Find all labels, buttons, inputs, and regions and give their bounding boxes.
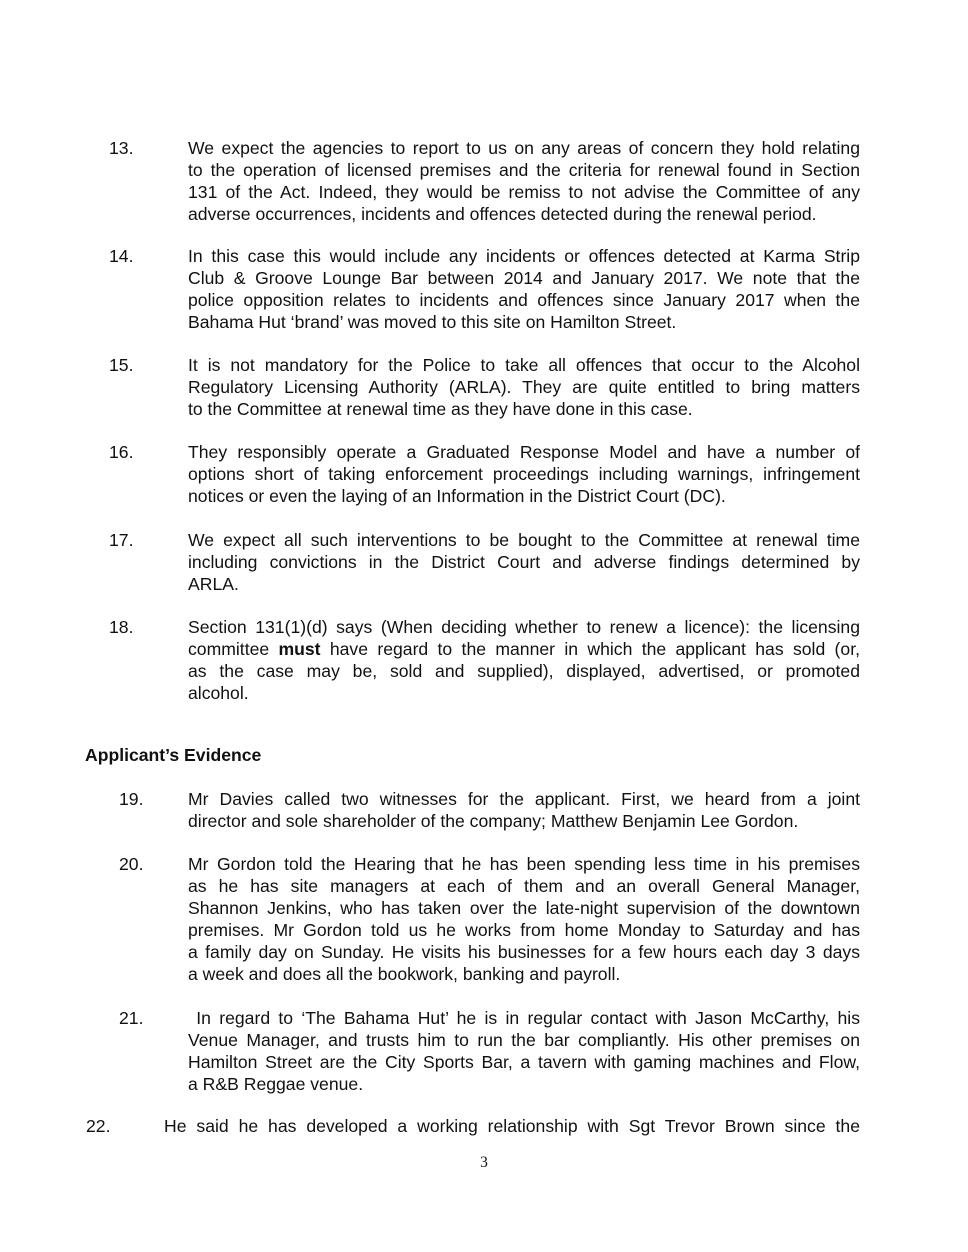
paragraph-number: 14. <box>109 246 134 266</box>
paragraph-line: Club & Groove Lounge Bar between 2014 and January 2017. We note that the <box>188 268 860 288</box>
paragraph-line: as he has site managers at each of them and an overall General Manager, <box>188 876 860 896</box>
paragraph-line: Mr Davies called two witnesses for the applicant. First, we heard from a joint <box>188 789 860 809</box>
paragraph-line: a R&B Reggae venue. <box>188 1074 364 1094</box>
paragraph-line: 131 of the Act. Indeed, they would be remiss to not advise the Committee of any <box>188 182 860 202</box>
paragraph-line: ARLA. <box>188 574 239 594</box>
paragraph-line: a week and does all the bookwork, banking and payroll. <box>188 964 621 984</box>
paragraph-number: 20. <box>119 854 144 874</box>
paragraph-line: premises. Mr Gordon told us he works from home Monday to Saturday and has <box>188 920 860 940</box>
paragraph-line: In this case this would include any incidents or offences detected at Karma Strip <box>188 246 860 266</box>
paragraph-line: notices or even the laying of an Information in the District Court (DC). <box>188 486 726 506</box>
emphasis-text: must <box>278 639 321 659</box>
paragraph-number: 13. <box>109 138 134 158</box>
paragraph-line: We expect the agencies to report to us on any areas of concern they hold relating <box>188 138 860 158</box>
paragraph-line: Venue Manager, and trusts him to run the bar compliantly. His other premises on <box>188 1030 860 1050</box>
paragraph-number: 22. <box>86 1116 111 1136</box>
paragraph-line: as the case may be, sold and supplied), displayed, advertised, or promoted <box>188 661 860 681</box>
paragraph-line: Section 131(1)(d) says (When deciding whether to renew a licence): the licensing <box>188 617 860 637</box>
paragraph-line: including convictions in the District Court and adverse findings determined by <box>188 552 860 572</box>
paragraph-line: We expect all such interventions to be bought to the Committee at renewal time <box>188 530 860 550</box>
paragraph-number: 17. <box>109 530 134 550</box>
paragraph-line: Shannon Jenkins, who has taken over the late-night supervision of the downtown <box>188 898 860 918</box>
paragraph-line <box>188 638 860 660</box>
page-number: 3 <box>480 1154 488 1171</box>
text-run: committee <box>188 639 279 659</box>
paragraph-line: He said he has developed a working relationship with Sgt Trevor Brown since the <box>164 1116 860 1136</box>
paragraph-line: director and sole shareholder of the company; Matthew Benjamin Lee Gordon. <box>188 811 799 831</box>
paragraph-line: Regulatory Licensing Authority (ARLA). They are quite entitled to bring matters <box>188 377 860 397</box>
paragraph-line: options short of taking enforcement proceedings including warnings, infringement <box>188 464 860 484</box>
paragraph-line: a family day on Sunday. He visits his businesses for a few hours each day 3 days <box>188 942 860 962</box>
paragraph-line: alcohol. <box>188 683 249 703</box>
paragraph-line: In regard to ‘The Bahama Hut’ he is in regular contact with Jason McCarthy, his <box>188 1008 860 1028</box>
paragraph-line: to the Committee at renewal time as they have done in this case. <box>188 399 693 419</box>
paragraph-line: They responsibly operate a Graduated Response Model and have a number of <box>188 442 860 462</box>
paragraph-number: 16. <box>109 442 134 462</box>
paragraph-line: police opposition relates to incidents and offences since January 2017 when the <box>188 290 860 310</box>
paragraph-line: Mr Gordon told the Hearing that he has been spending less time in his premises <box>188 854 860 874</box>
text-run: have regard to the manner in which the applicant has sold (or, <box>320 639 860 659</box>
paragraph-number: 21. <box>119 1008 144 1028</box>
paragraph-number: 19. <box>119 789 144 809</box>
paragraph-line: Hamilton Street are the City Sports Bar, a tavern with gaming machines and Flow, <box>188 1052 860 1072</box>
paragraph-line: It is not mandatory for the Police to take all offences that occur to the Alcohol <box>188 355 860 375</box>
paragraph-line: Bahama Hut ‘brand’ was moved to this site on Hamilton Street. <box>188 312 677 332</box>
paragraph-line: adverse occurrences, incidents and offences detected during the renewal period. <box>188 204 817 224</box>
paragraph-number: 15. <box>109 355 134 375</box>
paragraph-number: 18. <box>109 617 134 637</box>
section-heading: Applicant’s Evidence <box>85 745 262 765</box>
paragraph-line: to the operation of licensed premises and the criteria for renewal found in Section <box>188 160 860 180</box>
